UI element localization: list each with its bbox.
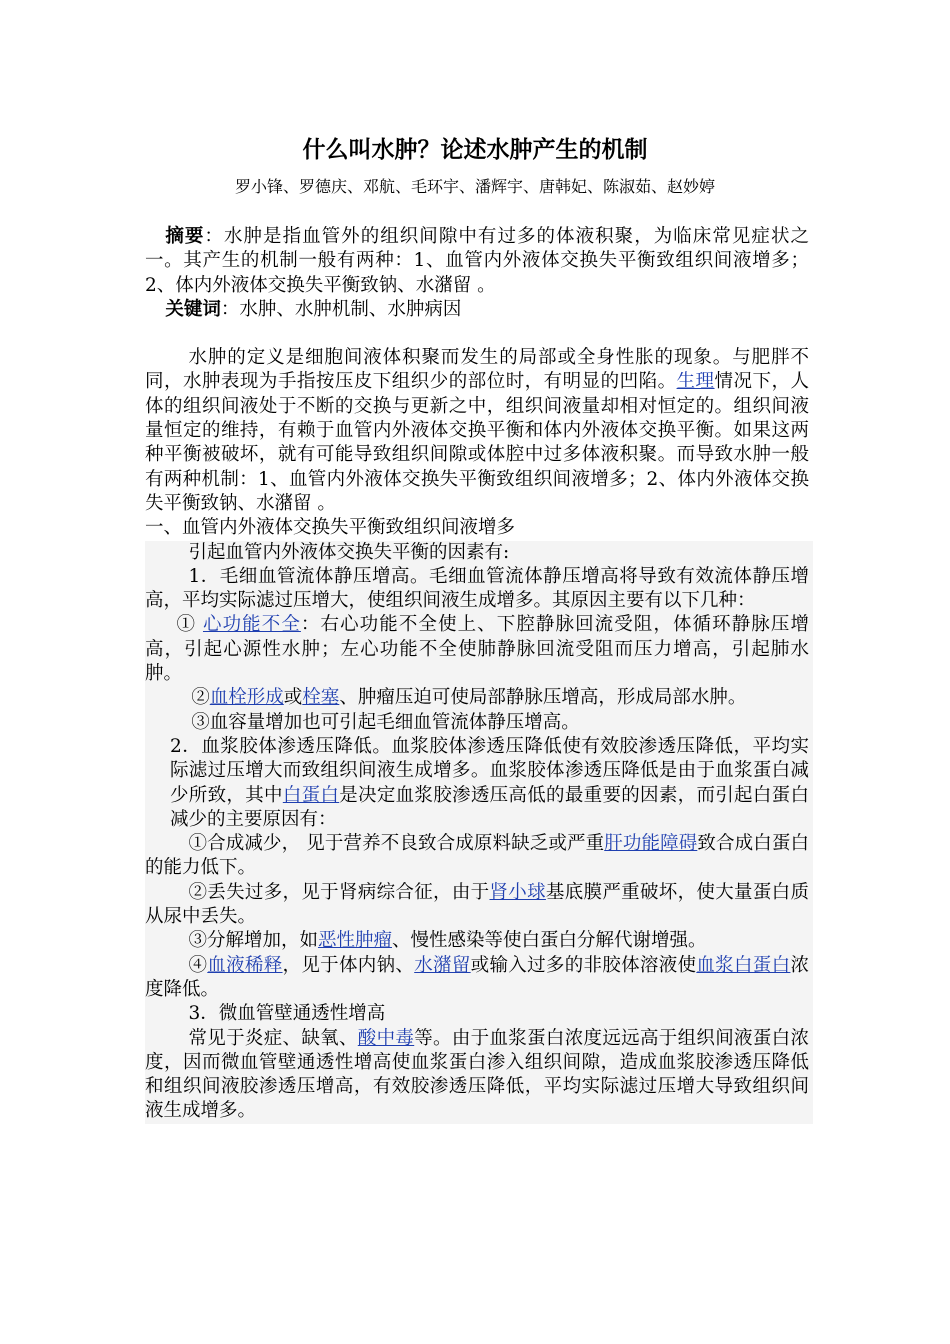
link-hemodilution[interactable]: 血液稀释 bbox=[207, 954, 283, 976]
item-2-text-1: 2．血浆胶体渗透压降低。血浆胶体渗透压降低使有效胶渗透压降低，平均实际滤过压增大而致组织间液生成增多。血浆胶体渗透压降低是由于血浆蛋白减少所致，其中 bbox=[170, 735, 809, 806]
reason-4-text-2: 或输入过多的非胶体溶液使 bbox=[470, 954, 697, 976]
intro-text-1: 水肿的定义是细胞间液体积聚而发生的局部或全身性胀的现象。与肥胖不同，水肿表现为手指按压皮下组织少的部位时，有明显的凹陷。 bbox=[145, 347, 809, 393]
link-acidosis[interactable]: 酸中毒 bbox=[357, 1027, 415, 1049]
reason-4-text-3: 浓度降低。 bbox=[145, 954, 809, 1000]
reason-2-paragraph bbox=[145, 881, 809, 930]
cause-3-paragraph bbox=[145, 711, 809, 735]
link-embolism[interactable]: 栓塞 bbox=[302, 687, 340, 709]
item-2-paragraph bbox=[145, 735, 809, 832]
link-plasma-albumin[interactable]: 血浆白蛋白 bbox=[696, 954, 791, 976]
reason-1-text: ①合成减少， 见于营养不良致合成原料缺乏或严重 bbox=[188, 833, 605, 855]
reason-1-text-2: 致合成白蛋白的能力低下。 bbox=[145, 833, 809, 879]
item-3-text: 常见于炎症、缺氧、 bbox=[188, 1027, 358, 1049]
cause-1-marker: ① bbox=[176, 614, 203, 636]
item-3-paragraph bbox=[145, 1027, 809, 1124]
item-1-paragraph: 1．毛细血管流体静压增高。毛细血管流体静压增高将导致有效流体静压增高，平均实际滤过压增大，使组织间液生成增多。其原因主要有以下几种： bbox=[145, 565, 809, 612]
intro-text-2: 情况下，人体的组织间液处于不断的交换与更新之中，组织间液量却相对恒定的。组织间液量恒定的维持，有赖于血管内外液体交换平衡和体内外液体交换平衡。如果这两种平衡被破坏，就有可能导致组织间隙或体腔中过多体液积聚。而导致水肿一般有两种机制：1、血管内外液体交换失平衡致组织间液增多；2、体内外液体交换失平衡致钠、水潴留 。 bbox=[145, 371, 809, 514]
cause-2-mid: 或 bbox=[283, 687, 303, 709]
abstract-text: ：水肿是指血管外的组织间隙中有过多的体液积聚，为临床常见症状之一。其产生的机制一般有两种：1、血管内外液体交换失平衡致组织间液增多；2、体内外液体交换失平衡致钠、水潴留 。 bbox=[145, 226, 809, 296]
item-2-text-2: 是决定血浆胶渗透压高低的最重要的因素，而引起白蛋白减少的主要原因有： bbox=[170, 784, 809, 830]
item-3-text-2: 等。由于血浆蛋白浓度远远高于组织间液蛋白浓度，因而微血管壁通透性增高使血浆蛋白渗入组织间隙，造成血浆胶渗透压降低和组织间液胶渗透压增高，有效胶渗透压降低，平均实际滤过压增大导致组织间液生成增多。 bbox=[145, 1027, 809, 1122]
link-albumin[interactable]: 白蛋白 bbox=[282, 784, 340, 806]
section-heading: 一、血管内外液体交换失平衡致组织间液增多 bbox=[145, 517, 516, 539]
keywords-label: 关键词 bbox=[165, 298, 221, 320]
reason-4-marker: ④ bbox=[188, 954, 208, 976]
page-title: 什么叫水肿？论述水肿产生的机制 bbox=[302, 137, 648, 163]
blank-line bbox=[145, 322, 809, 346]
link-physiology[interactable]: 生理 bbox=[676, 371, 715, 393]
cause-2-marker: ② bbox=[191, 687, 210, 709]
abstract-paragraph bbox=[145, 225, 809, 298]
intro-paragraph bbox=[145, 346, 809, 516]
reason-2-text-2: 基底膜严重破坏，使大量蛋白质从尿中丢失。 bbox=[145, 881, 809, 928]
keywords-paragraph bbox=[145, 298, 809, 322]
link-water-retention[interactable]: 水潴留 bbox=[414, 954, 471, 976]
document-body bbox=[145, 225, 809, 1124]
reason-3-paragraph bbox=[145, 929, 809, 953]
keywords-text: ：水肿、水肿机制、水肿病因 bbox=[220, 298, 462, 320]
cause-2-paragraph bbox=[145, 686, 809, 710]
reason-4-paragraph bbox=[145, 954, 809, 1003]
cause-3-text: ③血容量增加也可引起毛细血管流体静压增高。 bbox=[191, 711, 580, 733]
link-thrombosis[interactable]: 血栓形成 bbox=[209, 687, 284, 709]
cause-2-text: 、肿瘤压迫可使局部静脉压增高，形成局部水肿。 bbox=[339, 687, 747, 709]
reason-4-text-1: ，见于体内钠、 bbox=[282, 954, 415, 976]
cause-1-paragraph bbox=[145, 613, 809, 686]
link-liver-dysfunction[interactable]: 肝功能障碍 bbox=[604, 833, 698, 855]
shaded-section bbox=[145, 541, 813, 1124]
link-malignant-tumor[interactable]: 恶性肿瘤 bbox=[317, 930, 392, 952]
author-list: 罗小锋、罗德庆、邓航、毛环宇、潘辉宇、唐韩妃、陈淑茹、赵妙婷 bbox=[234, 177, 715, 196]
item-3-heading: 3．微血管壁通透性增高 bbox=[188, 1003, 386, 1025]
reason-3-text-2: 、慢性感染等使白蛋白分解代谢增强。 bbox=[392, 930, 707, 952]
reason-1-paragraph bbox=[145, 832, 809, 881]
link-heart-failure[interactable]: 心功能不全 bbox=[202, 614, 301, 636]
reason-2-text: ②丢失过多，见于肾病综合征，由于 bbox=[188, 881, 490, 903]
reason-3-text: ③分解增加，如 bbox=[188, 930, 318, 952]
link-glomerulus[interactable]: 肾小球 bbox=[489, 881, 546, 903]
cause-1-text: ：右心功能不全使上、下腔静脉回流受阻，体循环静脉压增高，引起心源性水肿；左心功能不全使肺静脉回流受阻而压力增高，引起肺水肿。 bbox=[145, 614, 809, 685]
abstract-label: 摘要 bbox=[165, 226, 205, 247]
factors-line: 引起血管内外液体交换失平衡的因素有: bbox=[188, 541, 510, 563]
